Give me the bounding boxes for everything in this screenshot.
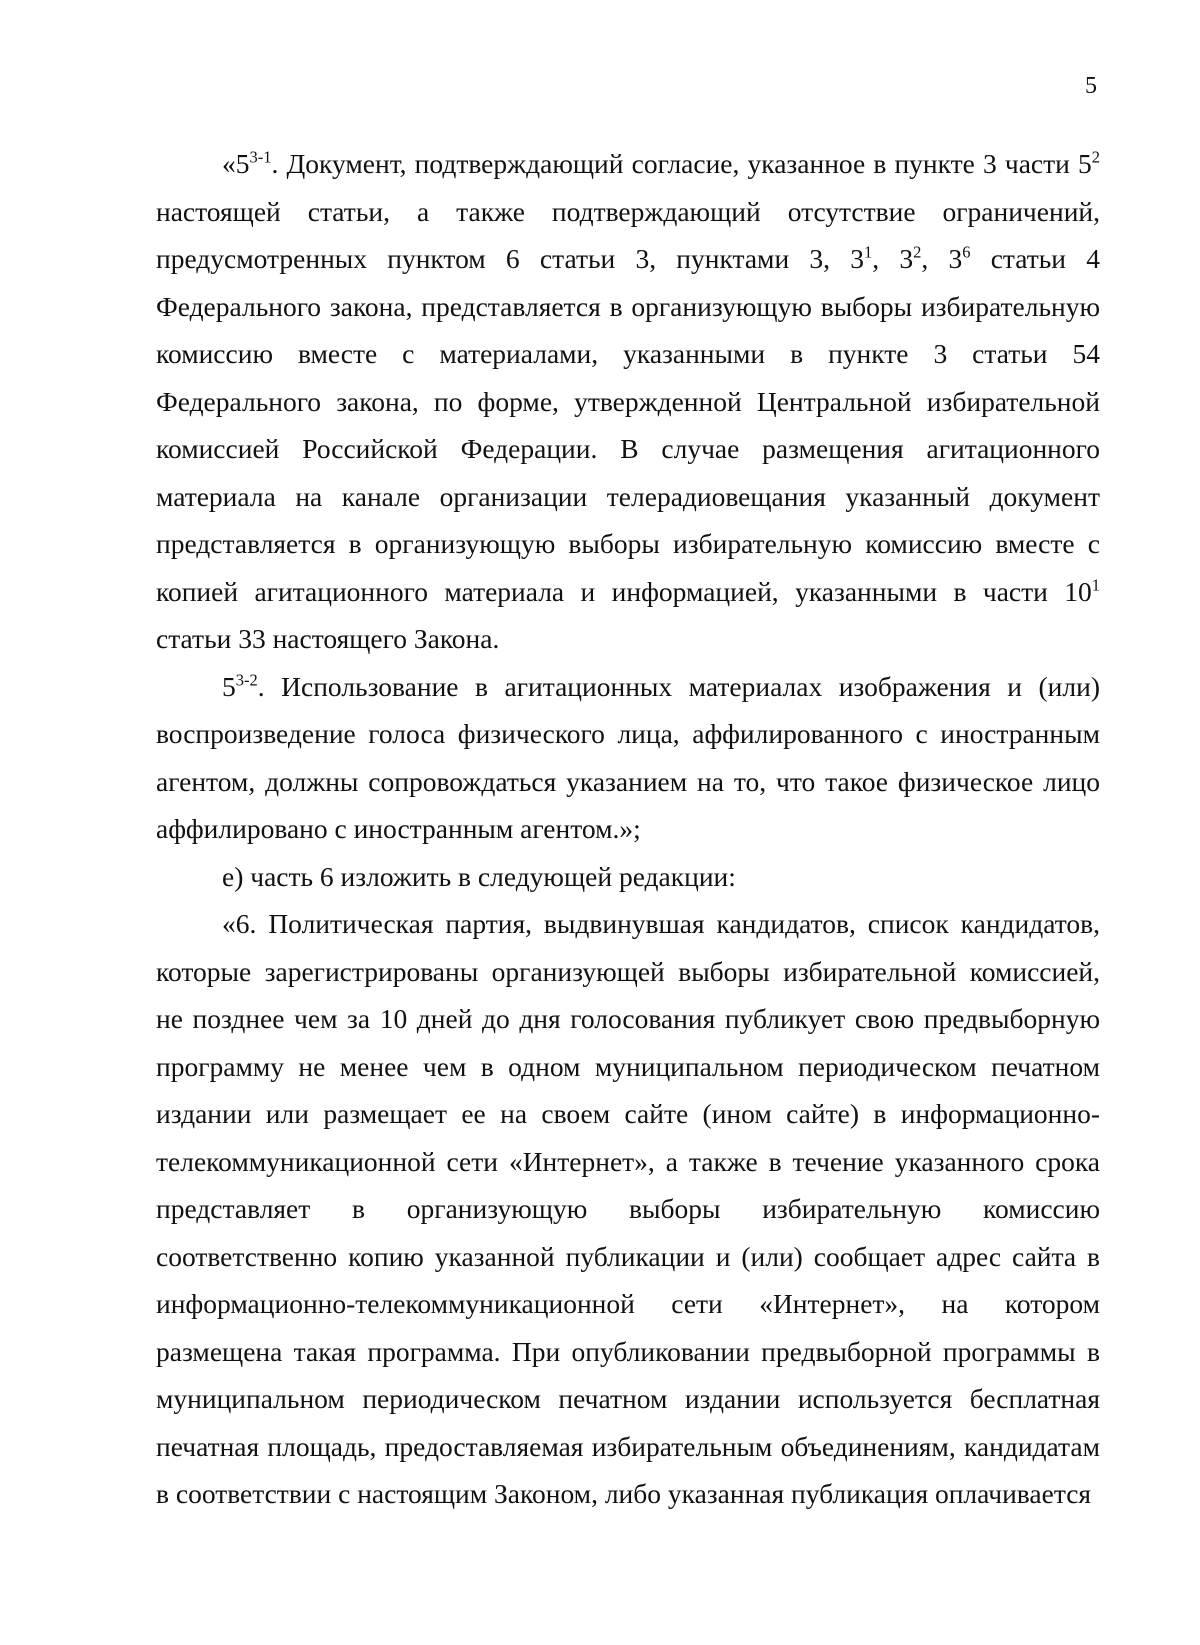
text-run: настоящей статьи, а также подтверждающий отсутствие ограничений, предусмотренных пунктом 6 статьи 3, пунктами 3, 3: [156, 195, 1100, 274]
text-run: , 3: [872, 243, 914, 274]
paragraph-item-e: [156, 853, 1100, 901]
text-run: статьи 33 настоящего Закона.: [156, 623, 500, 654]
text-run: статьи 4 Федерального закона, представляется в организующую выборы избирательную комиссию вместе с материалами, указанными в пункте 3 статьи 54 Федерального закона, по форме, утвержденной Центральной избирательной комиссией Российской Федерации. В случае размещения агитационного материала на канале организации телерадиовещания указанный документ представляется в организующую выборы избирательную комиссию вместе с копией агитационного материала и информацией, указанными в части 10: [156, 243, 1100, 607]
text-run: «5: [222, 148, 250, 179]
text-run: «6. Политическая партия, выдвинувшая кандидатов, список кандидатов, которые зарегистрированы организующей выборы избирательной комиссией, не позднее чем за 10 дней до дня голосования публикует свою предвыборную программу не менее чем в одном муниципальном периодическом печатном издании или размещает ее на своем сайте (ином сайте) в информационно-телекоммуникационной сети «Интернет», а также в течение указанного срока представляет в организующую выборы избирательную комиссию соответственно копию указанной публикации и (или) сообщает адрес сайта в информационно-телекоммуникационной сети «Интернет», на котором размещена такая программа. При опубликовании предвыборной программы в муниципальном периодическом печатном издании используется бесплатная печатная площадь, предоставляемая избирательным объединениям, кандидатам в соответствии с настоящим Законом, либо указанная публикация оплачивается: [156, 908, 1100, 1509]
text-run: . Использование в агитационных материалах изображения и (или) воспроизведение голоса физического лица, аффилированного с иностранным агентом, должны сопровождаться указанием на то, что такое физическое лицо аффилировано с иностранным агентом.»;: [156, 670, 1100, 844]
text-run: е) часть 6 изложить в следующей редакции:: [222, 860, 736, 892]
paragraph-5-3-1: [156, 140, 1100, 663]
paragraph-5-3-2: [156, 663, 1100, 853]
text-run: , 3: [921, 243, 963, 274]
superscript: 6: [962, 242, 971, 262]
text-run: 5: [222, 670, 236, 702]
page-number: 5: [1085, 73, 1097, 99]
document-body: [156, 140, 1100, 1518]
superscript: 1: [864, 242, 873, 262]
superscript: 2: [1091, 147, 1100, 167]
text-run: . Документ, подтверждающий согласие, указанное в пункте 3 части 5: [271, 148, 1092, 179]
superscript: 3-2: [235, 669, 258, 689]
superscript: 2: [913, 242, 922, 262]
superscript: 3-1: [249, 147, 272, 167]
paragraph-6: [156, 900, 1100, 1518]
superscript: 1: [1091, 574, 1100, 594]
